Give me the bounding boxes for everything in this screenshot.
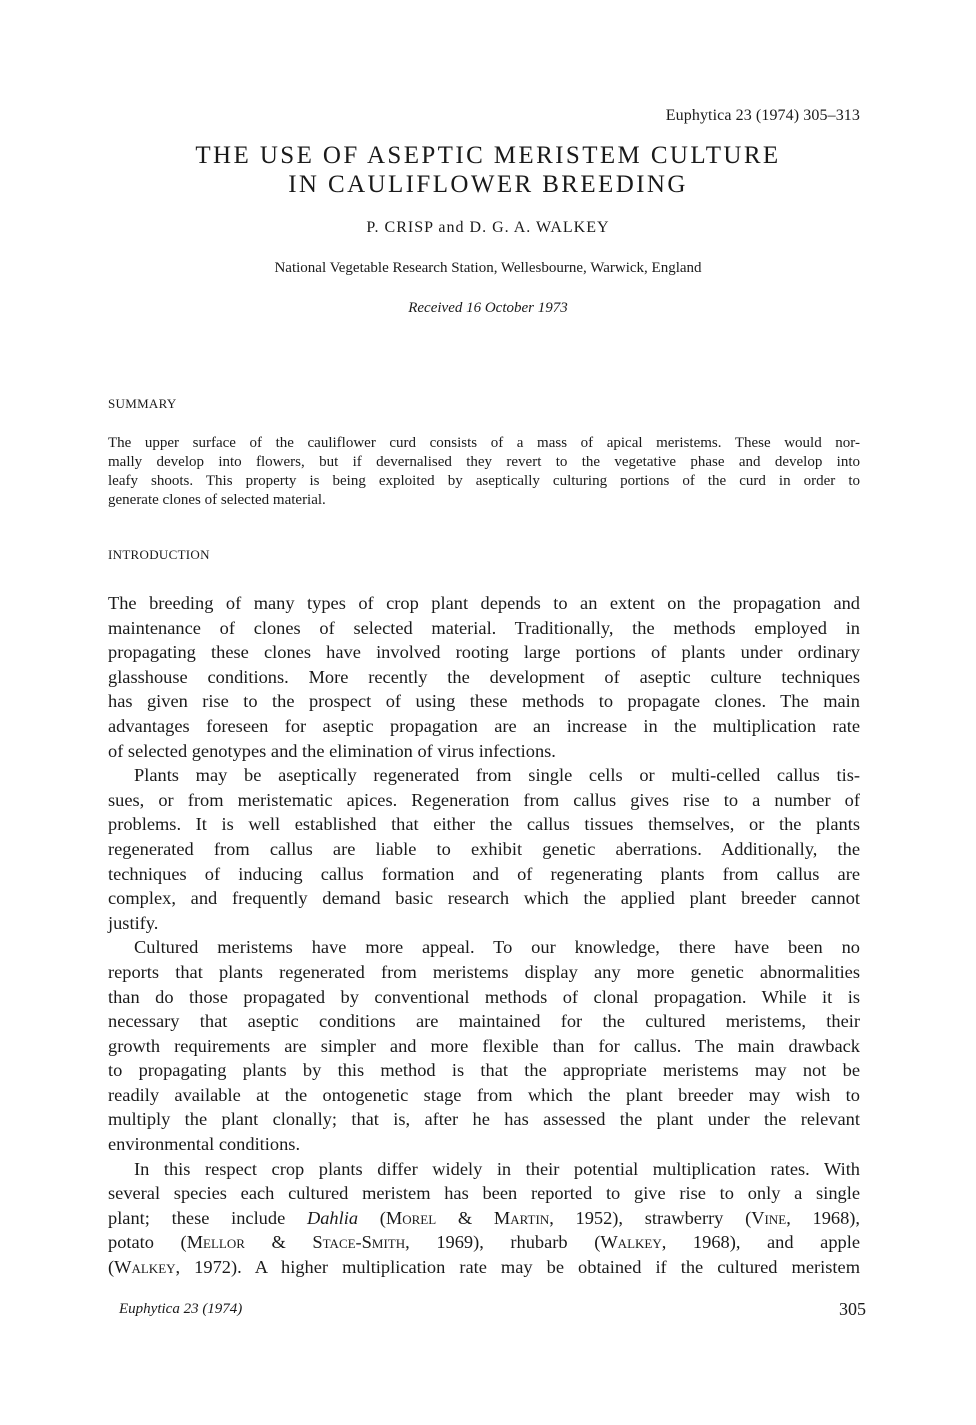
- footer-journal: Euphytica 23 (1974): [119, 1301, 243, 1317]
- summary-heading: SUMMARY: [108, 396, 177, 411]
- body-line: Cultured meristems have more appeal. To our knowledge, there have been no: [134, 937, 860, 958]
- body-line: regenerated from callus are liable to exhibit genetic aberrations. Additionally, the: [108, 838, 860, 859]
- body-line: has given rise to the prospect of using these methods to propagate clones. The main: [108, 691, 860, 712]
- summary-text: [108, 434, 860, 510]
- body-line: reports that plants regenerated from meristems display any more genetic abnormalities: [108, 961, 860, 982]
- body-line: complex, and frequently demand basic research which the applied plant breeder cannot: [108, 888, 860, 909]
- body-line: sues, or from meristematic apices. Regeneration from callus gives rise to a number of: [108, 789, 860, 810]
- body-line: In this respect crop plants differ widely in their potential multiplication rates. With: [134, 1158, 860, 1179]
- article-title-line-1: THE USE OF ASEPTIC MERISTEM CULTURE: [195, 142, 781, 169]
- received-date: Received 16 October 1973: [408, 300, 568, 316]
- body-line: maintenance of clones of selected material. Traditionally, the methods employed in: [108, 617, 860, 638]
- article-title-line-2: IN CAULIFLOWER BREEDING: [288, 171, 688, 198]
- author-affiliation: National Vegetable Research Station, Wellesbourne, Warwick, England: [274, 260, 702, 276]
- summary-line: generate clones of selected material.: [108, 492, 326, 508]
- body-line: potato (Mellor & Stace-Smith, 1969), rhubarb (Walkey, 1968), and apple: [108, 1232, 860, 1253]
- body-line: environmental conditions.: [108, 1134, 301, 1155]
- body-line: than do those propagated by conventional methods of clonal propagation. While it is: [108, 986, 860, 1007]
- body-line: several species each cultured meristem has been reported to give rise to only a single: [108, 1183, 860, 1204]
- introduction-body: [108, 591, 860, 1280]
- summary-line: mally develop into flowers, but if devernalised they revert to the vegetative phase and develop into: [108, 454, 860, 470]
- article-title: [0, 141, 976, 199]
- summary-line: The upper surface of the cauliflower curd consists of a mass of apical meristems. These would nor-: [108, 435, 860, 451]
- page-number: 305: [839, 1299, 866, 1319]
- body-line: advantages foreseen for aseptic propagation are an increase in the multiplication rate: [108, 715, 860, 736]
- body-line: glasshouse conditions. More recently the development of aseptic culture techniques: [108, 666, 860, 687]
- body-line: Plants may be aseptically regenerated from single cells or multi-celled callus tis-: [134, 765, 860, 786]
- body-line: of selected genotypes and the elimination of virus infections.: [108, 740, 556, 761]
- introduction-heading: INTRODUCTION: [108, 547, 210, 562]
- body-line: multiply the plant clonally; that is, after he has assessed the plant under the relevant: [108, 1109, 860, 1130]
- body-line: to propagating plants by this method is that the appropriate meristems may not be: [108, 1060, 860, 1081]
- body-line: problems. It is well established that either the callus tissues themselves, or the plants: [108, 814, 860, 835]
- body-line: necessary that aseptic conditions are maintained for the cultured meristems, their: [108, 1011, 860, 1032]
- body-line: The breeding of many types of crop plant depends to an extent on the propagation and: [108, 593, 860, 613]
- body-line: propagating these clones have involved rooting large portions of plants under ordinary: [108, 642, 860, 663]
- body-line: justify.: [108, 912, 159, 933]
- summary-line: leafy shoots. This property is being exploited by aseptically culturing portions of the curd in order to: [108, 473, 860, 489]
- body-line: (Walkey, 1972). A higher multiplication rate may be obtained if the cultured meristem: [108, 1257, 860, 1278]
- author-list: P. CRISP and D. G. A. WALKEY: [366, 219, 610, 236]
- body-line: growth requirements are simpler and more flexible than for callus. The main drawback: [108, 1035, 860, 1056]
- journal-citation: Euphytica 23 (1974) 305–313: [665, 107, 860, 124]
- body-line: techniques of inducing callus formation and of regenerating plants from callus are: [108, 863, 860, 884]
- body-line: readily available at the ontogenetic stage from which the plant breeder may wish to: [108, 1084, 860, 1105]
- body-line: plant; these include Dahlia (Morel & Martin, 1952), strawberry (Vine, 1968),: [108, 1207, 861, 1228]
